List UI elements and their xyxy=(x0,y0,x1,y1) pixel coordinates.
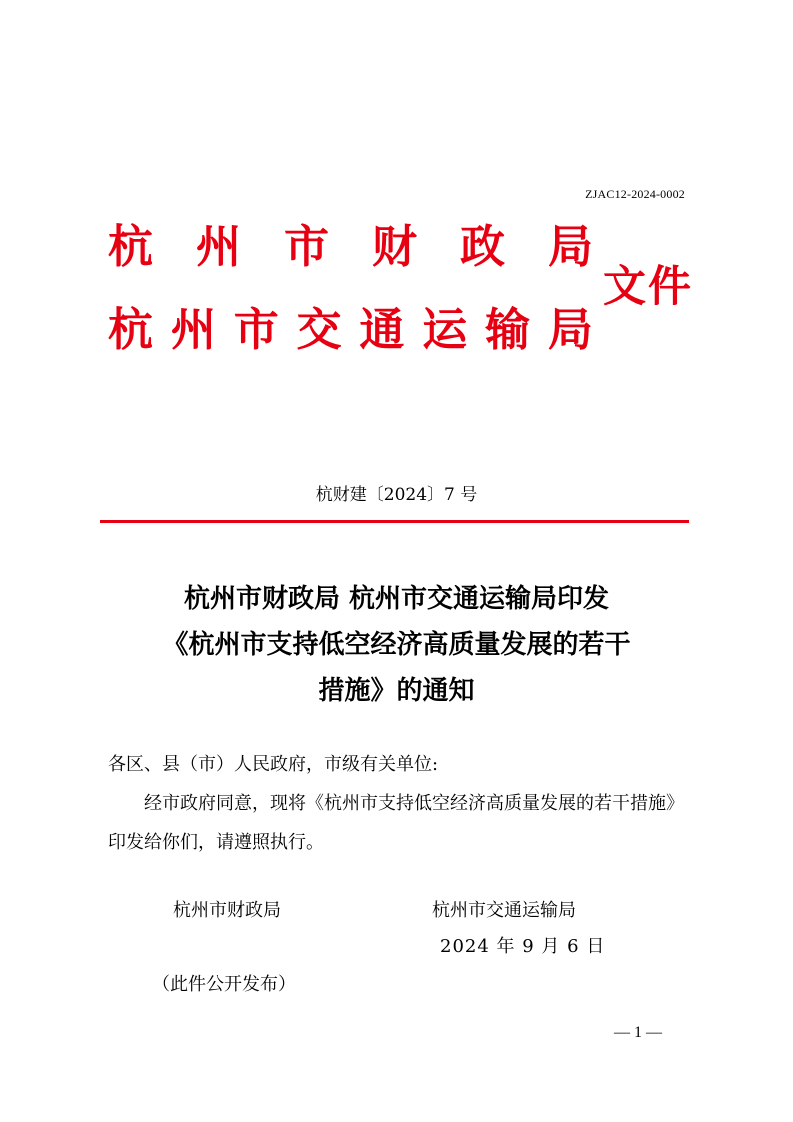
org-char: 输 xyxy=(485,303,531,356)
org-char: 杭 xyxy=(108,220,154,273)
salutation: 各区、县（市）人民政府，市级有关单位: xyxy=(108,754,439,775)
org-char: 州 xyxy=(170,303,216,356)
title-line: 《杭州市支持低空经济高质量发展的若干 xyxy=(162,630,631,660)
org-char: 州 xyxy=(196,220,242,273)
document-number: 杭财建〔2024〕7 号 xyxy=(315,485,478,505)
document-suffix: 文件 xyxy=(603,262,693,312)
body-paragraph: 经市政府同意，现将《杭州市支持低空经济高质量发展的若干措施》印发给你们，请遵照执行。 xyxy=(108,793,684,853)
org-char: 通 xyxy=(359,303,405,356)
org-char: 局 xyxy=(547,303,593,356)
document-title xyxy=(90,576,703,714)
org-char: 财 xyxy=(372,220,418,273)
org-char: 杭 xyxy=(108,303,154,356)
org-char: 市 xyxy=(233,303,279,356)
org-char: 运 xyxy=(422,303,468,356)
page-number: — 1 — xyxy=(614,1024,662,1041)
red-divider xyxy=(100,520,689,523)
org-char: 政 xyxy=(460,220,506,273)
org-char: 市 xyxy=(284,220,330,273)
title-line: 措施》的通知 xyxy=(318,676,475,706)
org-char: 交 xyxy=(296,303,342,356)
issuing-org-transport-bureau xyxy=(108,303,593,356)
signature-transport-bureau: 杭州市交通运输局 xyxy=(432,900,576,921)
title-line: 杭州市财政局 杭州市交通运输局印发 xyxy=(183,584,610,614)
issuing-org-finance-bureau xyxy=(108,220,594,273)
issue-date: 2024 年 9 月 6 日 xyxy=(440,936,606,957)
signature-finance-bureau: 杭州市财政局 xyxy=(173,900,281,921)
publicity-note: （此件公开发布） xyxy=(152,974,296,995)
org-char: 局 xyxy=(548,220,594,273)
document-code: ZJAC12-2024-0002 xyxy=(585,187,685,201)
